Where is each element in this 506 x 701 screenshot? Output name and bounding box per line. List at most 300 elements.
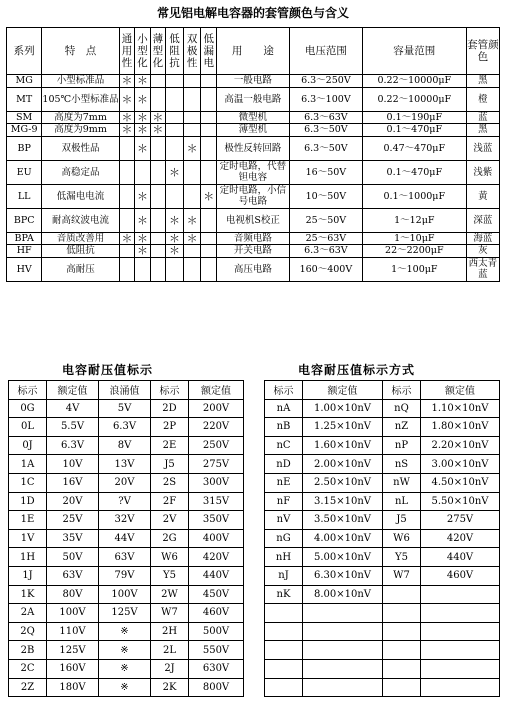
table-cell: nK [265,585,303,604]
capacity-range-cell: 0.1～470μF [362,160,466,184]
table-cell: 2L [151,641,189,660]
table-cell: Y5 [151,566,189,585]
feature-mark-cell [119,136,134,160]
table-cell: 100V [47,604,99,623]
table-cell: 0L [9,418,47,437]
table-cell: 3.00×10nV [421,455,500,474]
feature-mark-cell: ＊ [183,136,201,160]
table-cell: 110V [47,622,99,641]
feature-mark-cell [201,232,216,245]
series-cell: SM [7,111,42,124]
feature-mark-cell: ＊ [135,124,150,137]
table-cell: nG [265,529,303,548]
voltage-range-cell: 6.3～50V [289,124,362,137]
table-row [7,232,500,245]
table-cell [383,604,421,623]
table-cell: J5 [383,511,421,530]
table-cell: 2K [151,678,189,697]
table-cell: 2E [151,436,189,455]
table-cell [303,641,383,660]
series-cell: BPC [7,208,42,232]
color-meaning-table [6,27,500,282]
table-cell: ※ [99,622,151,641]
table-row [9,622,244,641]
table-cell: 16V [47,473,99,492]
table-cell: nP [383,436,421,455]
table-cell: 0G [9,399,47,418]
table-cell: 63V [47,566,99,585]
column-header: 电压范围 [289,28,362,75]
feature-mark-cell: ＊ [119,87,134,111]
table-cell: 160V [47,659,99,678]
table-cell: 1.00×10nV [303,399,383,418]
table-cell: 80V [47,585,99,604]
feature-mark-cell [135,160,150,184]
feature-mark-cell [183,124,201,137]
feature-mark-cell [119,208,134,232]
capacity-range-cell: 0.1～1000μF [362,184,466,208]
table-cell: 6.30×10nV [303,566,383,585]
feature-mark-cell [183,257,201,281]
feature-mark-cell [201,160,216,184]
column-header: 标示 [265,381,303,400]
feature-mark-cell [183,184,201,208]
capacity-range-cell: 1～100μF [362,257,466,281]
table-cell [265,622,303,641]
feature-mark-cell: ＊ [119,232,134,245]
feature-mark-cell [119,245,134,258]
capacity-range-cell: 22～2200μF [362,245,466,258]
feature-mark-cell: ＊ [135,184,150,208]
table-cell [383,678,421,697]
table-cell: nV [265,511,303,530]
feature-mark-cell [150,75,165,88]
table-cell: 5.50×10nV [421,492,500,511]
voltage-range-cell: 6.3～250V [289,75,362,88]
feature-cell: 小型标准品 [42,75,119,88]
series-cell: BP [7,136,42,160]
table-row [7,87,500,111]
feature-mark-cell [201,111,216,124]
feature-cell: 低阻抗 [42,245,119,258]
table-cell [265,659,303,678]
table-cell: 1C [9,473,47,492]
table-cell: 800V [189,678,244,697]
table-row [265,604,500,623]
table-cell: 275V [189,455,244,474]
table-cell: 2V [151,511,189,530]
feature-cell: 105℃小型标准品 [42,87,119,111]
voltage-range-cell: 16～50V [289,160,362,184]
table-row [9,418,244,437]
table-row [9,436,244,455]
table-cell: ※ [99,678,151,697]
table-cell: nL [383,492,421,511]
feature-mark-cell: ＊ [201,184,216,208]
table-cell: 2S [151,473,189,492]
feature-mark-cell: ＊ [150,111,165,124]
table-cell: 4.00×10nV [303,529,383,548]
capacity-range-cell: 0.22～10000μF [362,75,466,88]
table-cell: 20V [47,492,99,511]
table-row [9,492,244,511]
table-cell: 275V [421,511,500,530]
table-row [9,659,244,678]
feature-mark-cell: ＊ [135,232,150,245]
table-row [265,678,500,697]
table-cell: nF [265,492,303,511]
series-cell: HV [7,257,42,281]
table-cell: 63V [99,548,151,567]
table-cell: 2Z [9,678,47,697]
table-cell [383,622,421,641]
table-cell: 1K [9,585,47,604]
table-cell: 79V [99,566,151,585]
feature-mark-cell [119,184,134,208]
column-header: 系列 [7,28,42,75]
voltage-range-cell: 160～400V [289,257,362,281]
table-cell: 20V [99,473,151,492]
column-header: 浪涌值 [99,381,151,400]
feature-mark-cell: ＊ [135,208,150,232]
table-cell: 1J [9,566,47,585]
feature-cell: 双极性品 [42,136,119,160]
table-cell: 2F [151,492,189,511]
column-header: 特 点 [42,28,119,75]
table-cell: nH [265,548,303,567]
table-row [9,678,244,697]
voltage-range-cell: 6.3～63V [289,111,362,124]
table-cell: W7 [151,604,189,623]
feature-mark-cell [183,245,201,258]
table-row [265,529,500,548]
capacity-range-cell: 1～10μF [362,232,466,245]
table-cell: 420V [189,548,244,567]
column-header: 低漏电 [201,28,216,75]
table-row [9,529,244,548]
table-cell: 125V [47,641,99,660]
voltage-marking-method-table [264,380,500,697]
table-cell [421,678,500,697]
table-row [265,548,500,567]
feature-mark-cell: ＊ [150,124,165,137]
feature-mark-cell: ＊ [135,111,150,124]
table-cell: nQ [383,399,421,418]
table-cell [383,585,421,604]
table-row [265,436,500,455]
voltage-marking-method-heading: 电容耐压值标示方式 [298,363,416,377]
table-cell: 13V [99,455,151,474]
table-cell [383,641,421,660]
table-cell: nC [265,436,303,455]
feature-mark-cell [150,232,165,245]
table-cell: 1.80×10nV [421,418,500,437]
table-cell: 5.5V [47,418,99,437]
capacity-range-cell: 0.47～470μF [362,136,466,160]
series-cell: MG-9 [7,124,42,137]
feature-mark-cell [166,111,184,124]
column-header: 小型化 [135,28,150,75]
table-cell: 1D [9,492,47,511]
table-cell: 500V [189,622,244,641]
feature-mark-cell [201,208,216,232]
series-cell: BPA [7,232,42,245]
table-cell [303,604,383,623]
table-cell: 420V [421,529,500,548]
feature-mark-cell: ＊ [166,232,184,245]
feature-mark-cell [166,257,184,281]
feature-mark-cell [201,75,216,88]
series-cell: HF [7,245,42,258]
feature-mark-cell [183,111,201,124]
voltage-marking-table [8,380,244,697]
sleeve-color-cell: 黑 [466,124,499,137]
column-header: 额定值 [303,381,383,400]
use-cell: 微型机 [216,111,289,124]
sleeve-color-cell: 黄 [466,184,499,208]
feature-mark-cell [183,87,201,111]
table-cell: 3.50×10nV [303,511,383,530]
table-row [7,136,500,160]
table-cell: 4V [47,399,99,418]
table-row [7,184,500,208]
series-cell: EU [7,160,42,184]
table-cell: 1.60×10nV [303,436,383,455]
voltage-range-cell: 6.3～100V [289,87,362,111]
feature-mark-cell: ＊ [166,245,184,258]
table-cell: 1.10×10nV [421,399,500,418]
column-header: 标示 [9,381,47,400]
feature-mark-cell: ＊ [135,75,150,88]
table-cell [421,641,500,660]
column-header: 通用性 [119,28,134,75]
table-cell [383,659,421,678]
feature-mark-cell [166,75,184,88]
table-cell [265,641,303,660]
feature-cell: 音质改善用 [42,232,119,245]
table-cell: 1A [9,455,47,474]
capacity-range-cell: 0.1～190μF [362,111,466,124]
feature-mark-cell [183,75,201,88]
table-row [7,124,500,137]
sleeve-color-cell: 黑 [466,75,499,88]
table-cell [303,622,383,641]
table-cell: 4.50×10nV [421,473,500,492]
column-header: 标示 [383,381,421,400]
table-cell: 2W [151,585,189,604]
feature-mark-cell [166,184,184,208]
use-cell: 定时电路，代替钽电容 [216,160,289,184]
table-cell [421,585,500,604]
table-cell: 460V [421,566,500,585]
table-cell: 5.00×10nV [303,548,383,567]
table-row [265,492,500,511]
table-cell: 32V [99,511,151,530]
table-cell: 250V [189,436,244,455]
table-cell: 400V [189,529,244,548]
table-cell: nB [265,418,303,437]
feature-mark-cell [150,87,165,111]
table-cell: nD [265,455,303,474]
table-cell: 2A [9,604,47,623]
feature-mark-cell [150,136,165,160]
table-cell: 2Q [9,622,47,641]
feature-mark-cell [150,160,165,184]
table-row [265,399,500,418]
feature-mark-cell: ＊ [119,124,134,137]
table-cell: ※ [99,641,151,660]
table-cell: 2C [9,659,47,678]
table-row [9,511,244,530]
table-cell: 350V [189,511,244,530]
feature-mark-cell [201,257,216,281]
table-row [265,566,500,585]
feature-cell: 高度为7mm [42,111,119,124]
table-cell: 300V [189,473,244,492]
use-cell: 音频电路 [216,232,289,245]
feature-mark-cell [183,160,201,184]
use-cell: 薄型机 [216,124,289,137]
feature-mark-cell [135,257,150,281]
table-cell: J5 [151,455,189,474]
use-cell: 高压电路 [216,257,289,281]
table-row [265,473,500,492]
capacity-range-cell: 1～12μF [362,208,466,232]
feature-mark-cell [166,136,184,160]
feature-cell: 低漏电电流 [42,184,119,208]
table-cell: 44V [99,529,151,548]
table-cell: 2J [151,659,189,678]
table-cell: 125V [99,604,151,623]
table-row [7,75,500,88]
table-header-row [7,28,500,75]
table-row [265,455,500,474]
table-cell: 100V [99,585,151,604]
feature-mark-cell [150,208,165,232]
voltage-range-cell: 6.3～63V [289,245,362,258]
feature-mark-cell: ＊ [166,160,184,184]
table-cell: 180V [47,678,99,697]
feature-mark-cell [201,124,216,137]
table-cell: 630V [189,659,244,678]
table-row [9,399,244,418]
table-cell: 315V [189,492,244,511]
feature-mark-cell [201,136,216,160]
table-cell: 2H [151,622,189,641]
feature-mark-cell [166,87,184,111]
table-cell: 2P [151,418,189,437]
table-cell: nE [265,473,303,492]
table-cell: 2D [151,399,189,418]
table-cell: 50V [47,548,99,567]
table-cell: nJ [265,566,303,585]
column-header: 额定值 [189,381,244,400]
table-header-row [265,381,500,400]
table-row [265,418,500,437]
table-header-row [9,381,244,400]
feature-mark-cell [150,245,165,258]
table-row [265,641,500,660]
feature-mark-cell: ＊ [119,75,134,88]
table-cell: nA [265,399,303,418]
capacity-range-cell: 0.1～470μF [362,124,466,137]
table-row [265,622,500,641]
feature-mark-cell: ＊ [166,208,184,232]
column-header: 额定值 [421,381,500,400]
table-cell: 2G [151,529,189,548]
feature-cell: 高度为9mm [42,124,119,137]
table-row [7,257,500,281]
use-cell: 高温一般电路 [216,87,289,111]
table-cell: 25V [47,511,99,530]
feature-cell: 高稳定品 [42,160,119,184]
table-cell: 0J [9,436,47,455]
table-row [265,659,500,678]
table-cell [265,604,303,623]
table-cell: nS [383,455,421,474]
column-header: 薄型化 [150,28,165,75]
sleeve-color-cell: 浅蓝 [466,136,499,160]
use-cell: 一般电路 [216,75,289,88]
table-row [265,511,500,530]
table-cell: 6.3V [47,436,99,455]
feature-mark-cell [119,160,134,184]
table-cell: 5V [99,399,151,418]
feature-mark-cell: ＊ [135,87,150,111]
voltage-range-cell: 25～63V [289,232,362,245]
table-cell: 6.3V [99,418,151,437]
table-cell: 440V [421,548,500,567]
table-cell: 200V [189,399,244,418]
feature-mark-cell [201,87,216,111]
sleeve-color-cell: 灰 [466,245,499,258]
column-header: 额定值 [47,381,99,400]
table-cell [421,622,500,641]
sleeve-color-cell: 深蓝 [466,208,499,232]
capacity-range-cell: 0.22～10000μF [362,87,466,111]
table-cell [421,659,500,678]
feature-mark-cell [201,245,216,258]
table-row [7,111,500,124]
table-cell: W6 [383,529,421,548]
table-cell: 450V [189,585,244,604]
table-cell: 440V [189,566,244,585]
sleeve-color-cell: 海蓝 [466,232,499,245]
table-cell: nW [383,473,421,492]
feature-mark-cell [150,257,165,281]
table-cell: nZ [383,418,421,437]
feature-mark-cell: ＊ [183,232,201,245]
sleeve-color-cell: 浅紫 [466,160,499,184]
table-row [9,566,244,585]
column-header: 双极性 [183,28,201,75]
table-row [9,548,244,567]
page-title: 常见铝电解电容器的套管颜色与含义 [156,6,349,20]
table-cell: 1V [9,529,47,548]
series-cell: MT [7,87,42,111]
table-cell: W6 [151,548,189,567]
voltage-marking-heading: 电容耐压值标示 [62,363,154,377]
table-row [9,473,244,492]
table-cell [303,659,383,678]
voltage-range-cell: 6.3～50V [289,136,362,160]
column-header: 用 途 [216,28,289,75]
column-header: 套管颜色 [466,28,499,75]
feature-mark-cell: ＊ [119,111,134,124]
table-cell: 2.00×10nV [303,455,383,474]
column-header: 低阻抗 [166,28,184,75]
table-cell: 8.00×10nV [303,585,383,604]
